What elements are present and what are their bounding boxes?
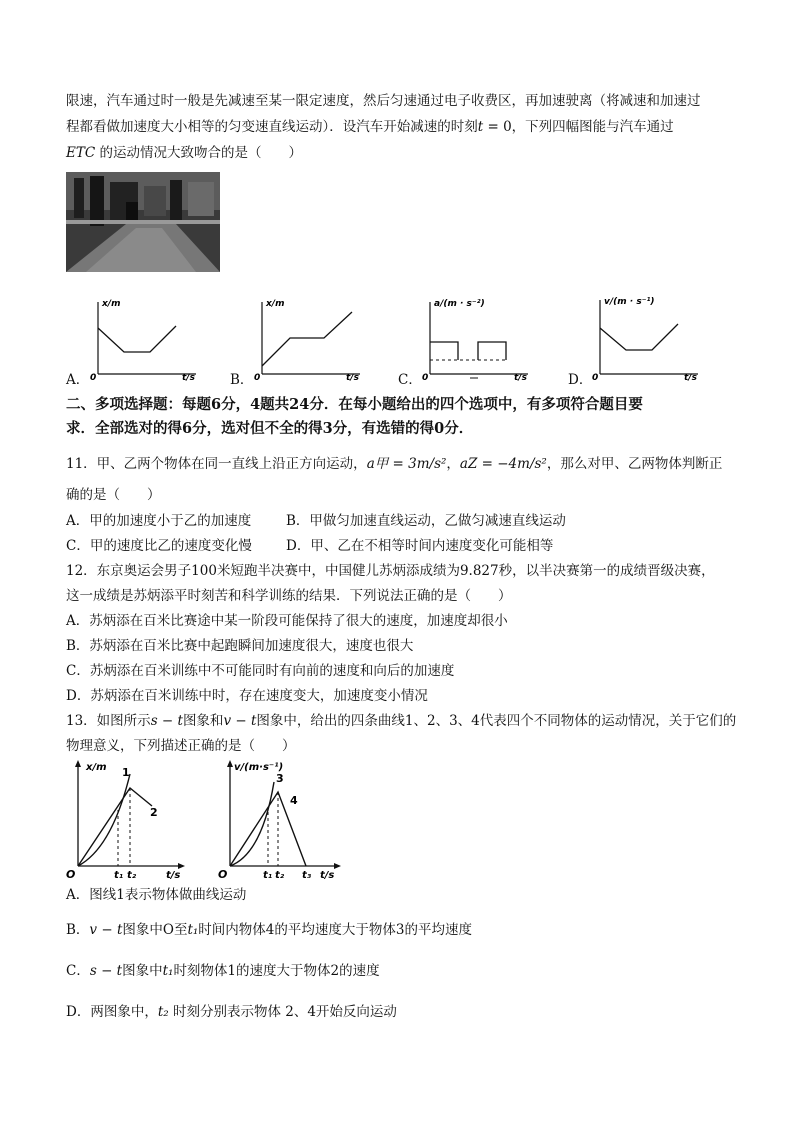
q13-b-vt: v − t <box>89 922 123 938</box>
q13g2-t2: t₂ <box>275 870 285 880</box>
q10a-ylabel: x/m <box>102 299 121 309</box>
q13g1-ylabel: x/m <box>86 762 107 773</box>
q10c-segment-1 <box>430 342 458 360</box>
intro-line-3 <box>66 144 302 162</box>
q13-b-c: 时间内物体4的平均速度大于物体3的平均速度 <box>198 922 472 938</box>
q10-option-a-letter: A． <box>66 372 90 388</box>
q10-graph-b <box>250 296 365 381</box>
q11-option-a: A．甲的加速度小于乙的加速度 <box>66 513 252 529</box>
q12-option-b: B．苏炳添在百米比赛中起跑瞬间加速度很大，速度也很大 <box>66 638 414 654</box>
intro-var-etc: ETC <box>66 145 96 161</box>
q10a-tlabel: t/s <box>182 373 195 381</box>
q13-b-b: 图象中O至 <box>122 922 188 938</box>
q10b-origin: 0 <box>254 373 261 381</box>
q13g1-y-arrow <box>75 760 81 767</box>
q10c-origin: 0 <box>422 373 429 381</box>
section2-line-2: 求．全部选对的得6分，选对但不全的得3分，有选错的得0分． <box>66 420 474 437</box>
q10d-ylabel: v/(m · s⁻¹) <box>604 297 655 307</box>
q13g1-curve-2 <box>78 788 152 866</box>
q10c-segment-2 <box>478 342 506 360</box>
q10c-tlabel: t/s <box>514 373 527 381</box>
q12-option-a: A．苏炳添在百米比赛途中某一阶段可能保持了很大的速度，加速度却很小 <box>66 613 508 629</box>
q13-stem-b: 图象和 <box>182 713 224 729</box>
q11-eq-1: a甲 = 3m/s² <box>366 456 447 472</box>
q13-vt: v − t <box>223 713 257 729</box>
q10-option-c-letter: C． <box>398 372 422 388</box>
q13g1-origin: O <box>66 868 76 880</box>
q11-stem-line-2: 确的是（ ） <box>66 487 161 503</box>
q13g2-curve-3 <box>230 782 274 866</box>
intro-line-3-b: 的运动情况大致吻合的是（ ） <box>95 145 302 161</box>
q13-c-t1: t₁ <box>162 963 174 979</box>
q13g1-label-2: 2 <box>150 806 158 819</box>
intro-line-2-b: = 0，下列四幅图能与汽车通过 <box>483 119 674 135</box>
q13-b-a: B． <box>66 922 90 938</box>
q13-c-st: s − t <box>89 963 123 979</box>
q11-stem-b: ，那么对甲、乙两物体判断正 <box>546 456 723 472</box>
section2-line-1: 二、多项选择题：每题6分，4题共24分．在每小题给出的四个选项中，有多项符合题目要 <box>66 396 643 413</box>
q12-option-c: C．苏炳添在百米训练中不可能同时有向前的速度和向后的加速度 <box>66 663 455 679</box>
q11-option-d: D．甲、乙在不相等时间内速度变化可能相等 <box>286 538 554 554</box>
q13-option-a: A．图线1表示物体做曲线运动 <box>66 887 247 903</box>
q10-graph-c <box>418 296 533 381</box>
q13-c-a: C． <box>66 963 90 979</box>
q13g2-label-3: 3 <box>276 772 284 785</box>
q13g2-t1: t₁ <box>263 870 273 880</box>
q13g1-xlabel: t/s <box>166 870 181 880</box>
q13-graph-st <box>64 758 188 880</box>
q10a-origin: 0 <box>90 373 97 381</box>
q13-stem-c: 图象中，给出的四条曲线1、2、3、4代表四个不同物体的运动情况，关于它们的 <box>256 713 737 729</box>
q10b-tlabel: t/s <box>346 373 359 381</box>
q13-d-b: 时刻分别表示物体 2、4开始反向运动 <box>168 1004 397 1020</box>
q13g1-t2: t₂ <box>127 870 137 880</box>
q13-c-b: 图象中 <box>122 963 163 979</box>
q13-c-c: 时刻物体1的速度大于物体2的速度 <box>173 963 380 979</box>
q10d-tlabel: t/s <box>684 373 697 381</box>
q10b-curve <box>262 312 352 366</box>
q13g2-label-4: 4 <box>290 794 298 807</box>
q13g2-ylabel: v/(m·s⁻¹) <box>234 762 284 773</box>
q13-stem-line-1 <box>66 712 736 730</box>
q13-b-t1: t₁ <box>187 922 199 938</box>
q10d-origin: 0 <box>592 373 599 381</box>
q11-comma: ， <box>446 456 460 472</box>
q11-eq-2: aZ = −4m/s² <box>459 456 547 472</box>
q10-option-b-letter: B． <box>230 372 254 388</box>
q11-option-b: B．甲做匀加速直线运动，乙做匀减速直线运动 <box>286 513 566 529</box>
q12-stem-line-1: 12．东京奥运会男子100米短跑半决赛中，中国健儿苏炳添成绩为9.827秒，以半决赛第一的成绩晋级决赛， <box>66 563 715 579</box>
q10-graph-d <box>588 292 703 381</box>
q11-stem-a: 11．甲、乙两个物体在同一直线上沿正方向运动， <box>66 456 367 472</box>
q11-stem-line-1 <box>66 455 722 473</box>
q13-option-c <box>66 962 380 980</box>
q13g2-t3: t₃ <box>302 870 312 880</box>
q13g2-xlabel: t/s <box>320 870 335 880</box>
q13-option-b <box>66 921 472 939</box>
q13g2-origin: O <box>218 868 228 880</box>
q13-graph-vt <box>216 758 346 880</box>
q13g1-x-arrow <box>178 863 185 869</box>
q12-stem-line-2: 这一成绩是苏炳添平时刻苦和科学训练的结果．下列说法正确的是（ ） <box>66 588 512 604</box>
intro-var-t: t <box>477 119 484 135</box>
q13-st: s − t <box>150 713 183 729</box>
q13g1-label-1: 1 <box>122 766 130 779</box>
q13-d-a: D．两图象中， <box>66 1004 158 1020</box>
etc-photo-image <box>66 172 220 272</box>
intro-line-2-a: 程都看做加速度大小相等的匀变速直线运动）．设汽车开始减速的时刻 <box>66 119 478 135</box>
q10c-ylabel: a/(m · s⁻²) <box>434 299 485 309</box>
q13g1-t1: t₁ <box>114 870 124 880</box>
q13g2-x-arrow <box>334 863 341 869</box>
q10a-curve <box>98 326 176 352</box>
q13-stem-line-2: 物理意义，下列描述正确的是（ ） <box>66 738 296 754</box>
q13-d-t2: t₂ <box>157 1004 169 1020</box>
etc-photo <box>66 172 220 272</box>
q10-option-d-letter: D． <box>568 372 593 388</box>
q13-option-d <box>66 1003 397 1021</box>
q12-option-d: D．苏炳添在百米训练中时，存在速度变大，加速度变小情况 <box>66 688 428 704</box>
intro-line-1: 限速，汽车通过时一般是先减速至某一限定速度，然后匀速通过电子收费区，再加速驶离（将减速和加速过 <box>66 93 701 109</box>
q10d-curve <box>600 324 678 350</box>
q11-option-c: C．甲的速度比乙的速度变化慢 <box>66 538 252 554</box>
q13g2-y-arrow <box>227 760 233 767</box>
q13g1-curve-1 <box>78 774 130 866</box>
q13-stem-a: 13．如图所示 <box>66 713 151 729</box>
q10-graph-a <box>86 296 201 381</box>
q10b-ylabel: x/m <box>266 299 285 309</box>
intro-line-2 <box>66 118 674 136</box>
